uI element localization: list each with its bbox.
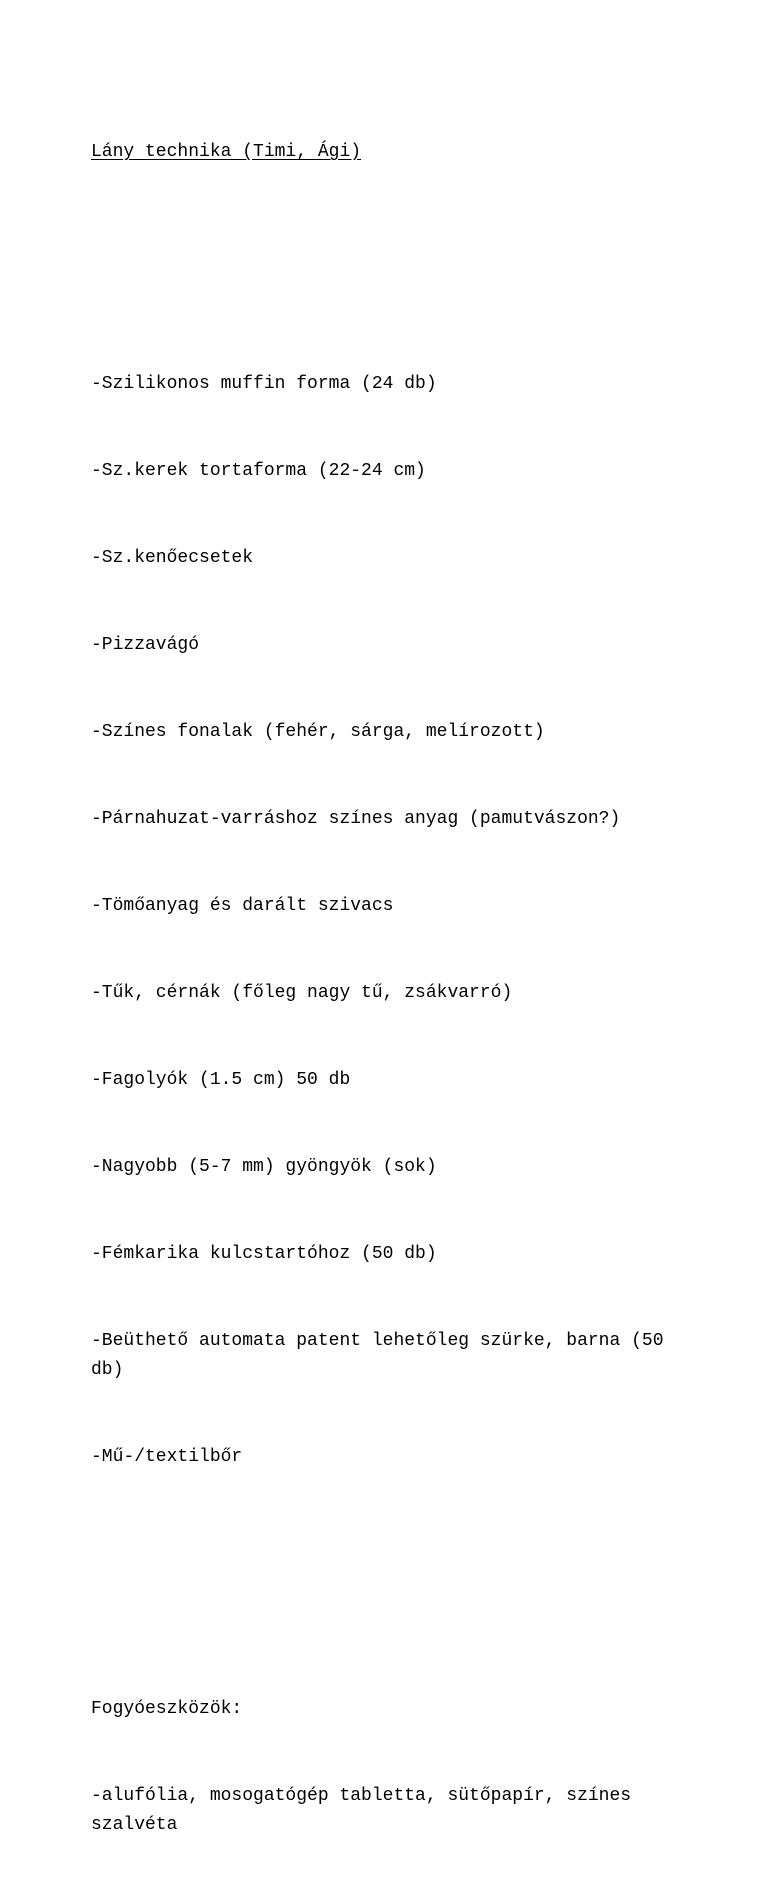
document-title: Lány technika (Timi, Ági) (91, 142, 362, 162)
list-item: -Beüthető automata patent lehetőleg szürke, barna (50 db) (91, 1331, 675, 1380)
list-item: -Színes fonalak (fehér, sárga, melírozott) (91, 722, 545, 742)
list-item: -Sz.kerek tortaforma (22-24 cm) (91, 461, 426, 481)
list-item: -Szilikonos muffin forma (24 db) (91, 374, 437, 394)
list-item: -Mű-/textilbőr (91, 1447, 243, 1467)
consumables-heading: Fogyóeszközök: (91, 1699, 243, 1719)
document-content (91, 80, 691, 1898)
supply-list (91, 312, 691, 1530)
list-item: -Tűk, cérnák (főleg nagy tű, zsákvarró) (91, 983, 513, 1003)
list-item: -Pizzavágó (91, 635, 200, 655)
list-item: -Tömőanyag és darált szivacs (91, 896, 394, 916)
list-item: -Sz.kenőecsetek (91, 548, 254, 568)
list-item: -Nagyobb (5-7 mm) gyöngyök (sok) (91, 1157, 437, 1177)
list-item: -Párnahuzat-varráshoz színes anyag (pamutvászon?) (91, 809, 621, 829)
list-item: -Fémkarika kulcstartóhoz (50 db) (91, 1244, 437, 1264)
consumables-text: -alufólia, mosogatógép tabletta, sütőpapír, színes szalvéta (91, 1786, 642, 1835)
list-item: -Fagolyók (1.5 cm) 50 db (91, 1070, 351, 1090)
